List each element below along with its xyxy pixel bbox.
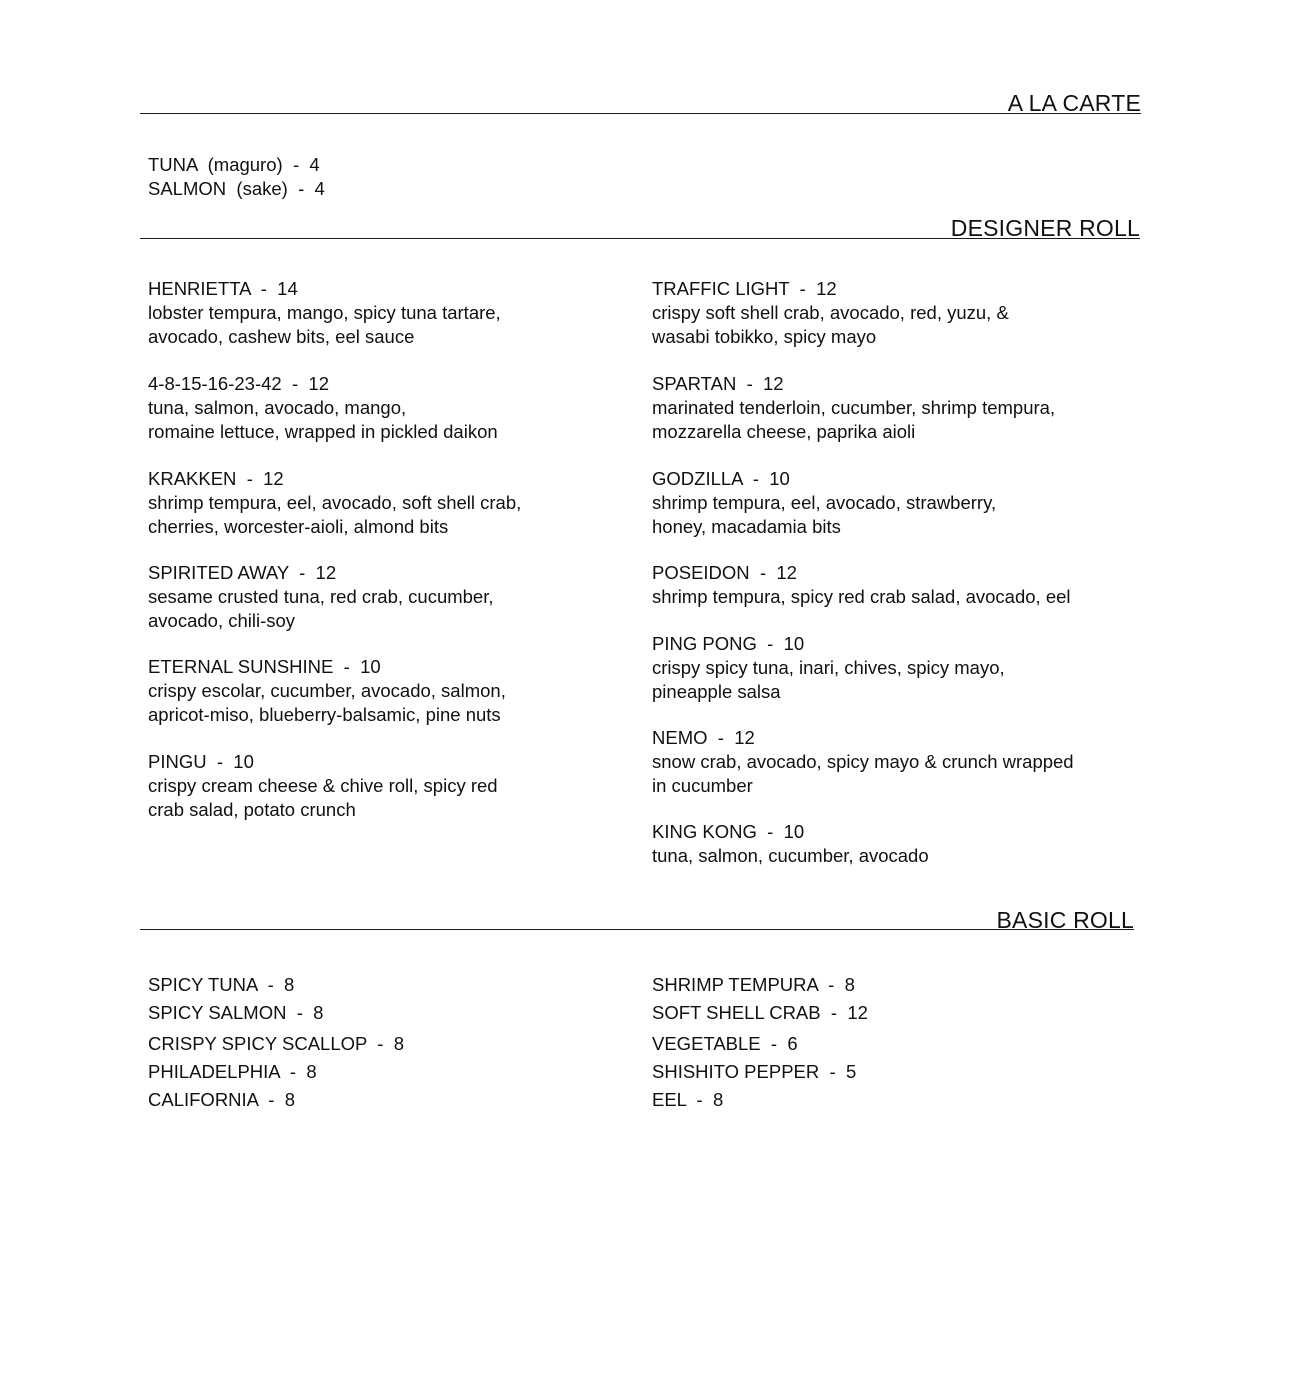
menu-item <box>652 632 1005 704</box>
list-item: EEL - 8 <box>652 1089 724 1110</box>
menu-item <box>652 372 1055 444</box>
item-title: NEMO - 12 <box>652 727 755 748</box>
item-title: POSEIDON - 12 <box>652 562 797 583</box>
item-description: shrimp tempura, eel, avocado, strawberry, <box>652 492 997 513</box>
menu-item <box>652 561 1071 609</box>
item-description: crispy cream cheese & chive roll, spicy red <box>148 775 498 796</box>
heading-designer-roll: DESIGNER ROLL <box>950 215 1140 241</box>
menu-item <box>652 467 996 539</box>
item-description: wasabi tobikko, spicy mayo <box>652 326 877 347</box>
heading-a-la-carte: A LA CARTE <box>1007 90 1141 116</box>
divider-designer-roll <box>140 238 1140 239</box>
item-description: mozzarella cheese, paprika aioli <box>652 421 916 442</box>
item-title: KING KONG - 10 <box>652 821 805 842</box>
list-item: SHRIMP TEMPURA - 8 <box>652 974 855 995</box>
item-description: apricot-miso, blueberry-balsamic, pine nuts <box>148 704 501 725</box>
item-description: romaine lettuce, wrapped in pickled daikon <box>148 421 498 442</box>
item-description: avocado, cashew bits, eel sauce <box>148 326 415 347</box>
menu-item <box>148 467 521 539</box>
menu-item <box>148 561 494 633</box>
item-description: crispy soft shell crab, avocado, red, yuzu, & <box>652 302 1009 323</box>
item-title: SPARTAN - 12 <box>652 373 784 394</box>
item-description: tuna, salmon, avocado, mango, <box>148 397 407 418</box>
item-description: honey, macadamia bits <box>652 516 841 537</box>
menu-item <box>148 750 498 822</box>
item-title: SPIRITED AWAY - 12 <box>148 562 337 583</box>
item-title: TRAFFIC LIGHT - 12 <box>652 278 837 299</box>
heading-basic-roll: BASIC ROLL <box>996 907 1134 933</box>
item-title: KRAKKEN - 12 <box>148 468 284 489</box>
item-description: sesame crusted tuna, red crab, cucumber, <box>148 586 494 607</box>
menu-item <box>652 726 1074 798</box>
item-description: cherries, worcester-aioli, almond bits <box>148 516 449 537</box>
list-item: VEGETABLE - 6 <box>652 1033 798 1054</box>
item-title: PINGU - 10 <box>148 751 254 772</box>
item-description: lobster tempura, mango, spicy tuna tartare, <box>148 302 501 323</box>
list-item: TUNA (maguro) - 4 <box>148 154 320 175</box>
divider-basic-roll <box>140 929 1134 930</box>
list-item: SPICY SALMON - 8 <box>148 1002 324 1023</box>
list-item: SHISHITO PEPPER - 5 <box>652 1061 857 1082</box>
item-description: avocado, chili-soy <box>148 610 296 631</box>
menu-item <box>652 277 1009 349</box>
list-item: CALIFORNIA - 8 <box>148 1089 296 1110</box>
item-description: crispy escolar, cucumber, avocado, salmon, <box>148 680 506 701</box>
item-description: tuna, salmon, cucumber, avocado <box>652 845 929 866</box>
item-description: snow crab, avocado, spicy mayo & crunch wrapped <box>652 751 1074 772</box>
item-title: 4-8-15-16-23-42 - 12 <box>148 373 329 394</box>
list-item: SOFT SHELL CRAB - 12 <box>652 1002 868 1023</box>
list-item: PHILADELPHIA - 8 <box>148 1061 317 1082</box>
menu-item <box>652 820 929 868</box>
menu-item <box>148 655 506 727</box>
a-la-carte-list <box>148 153 325 201</box>
menu-item <box>148 372 498 444</box>
item-title: ETERNAL SUNSHINE - 10 <box>148 656 381 677</box>
divider-a-la-carte <box>140 113 1141 114</box>
item-description: shrimp tempura, spicy red crab salad, avocado, eel <box>652 586 1071 607</box>
item-title: PING PONG - 10 <box>652 633 805 654</box>
list-item: SALMON (sake) - 4 <box>148 178 325 199</box>
item-description: crab salad, potato crunch <box>148 799 356 820</box>
item-description: shrimp tempura, eel, avocado, soft shell crab, <box>148 492 522 513</box>
item-title: HENRIETTA - 14 <box>148 278 298 299</box>
list-item: CRISPY SPICY SCALLOP - 8 <box>148 1033 405 1054</box>
menu-item <box>148 277 501 349</box>
list-item: SPICY TUNA - 8 <box>148 974 295 995</box>
item-description: crispy spicy tuna, inari, chives, spicy mayo, <box>652 657 1005 678</box>
item-description: marinated tenderloin, cucumber, shrimp tempura, <box>652 397 1056 418</box>
item-title: GODZILLA - 10 <box>652 468 790 489</box>
item-description: pineapple salsa <box>652 681 781 702</box>
item-description: in cucumber <box>652 775 753 796</box>
